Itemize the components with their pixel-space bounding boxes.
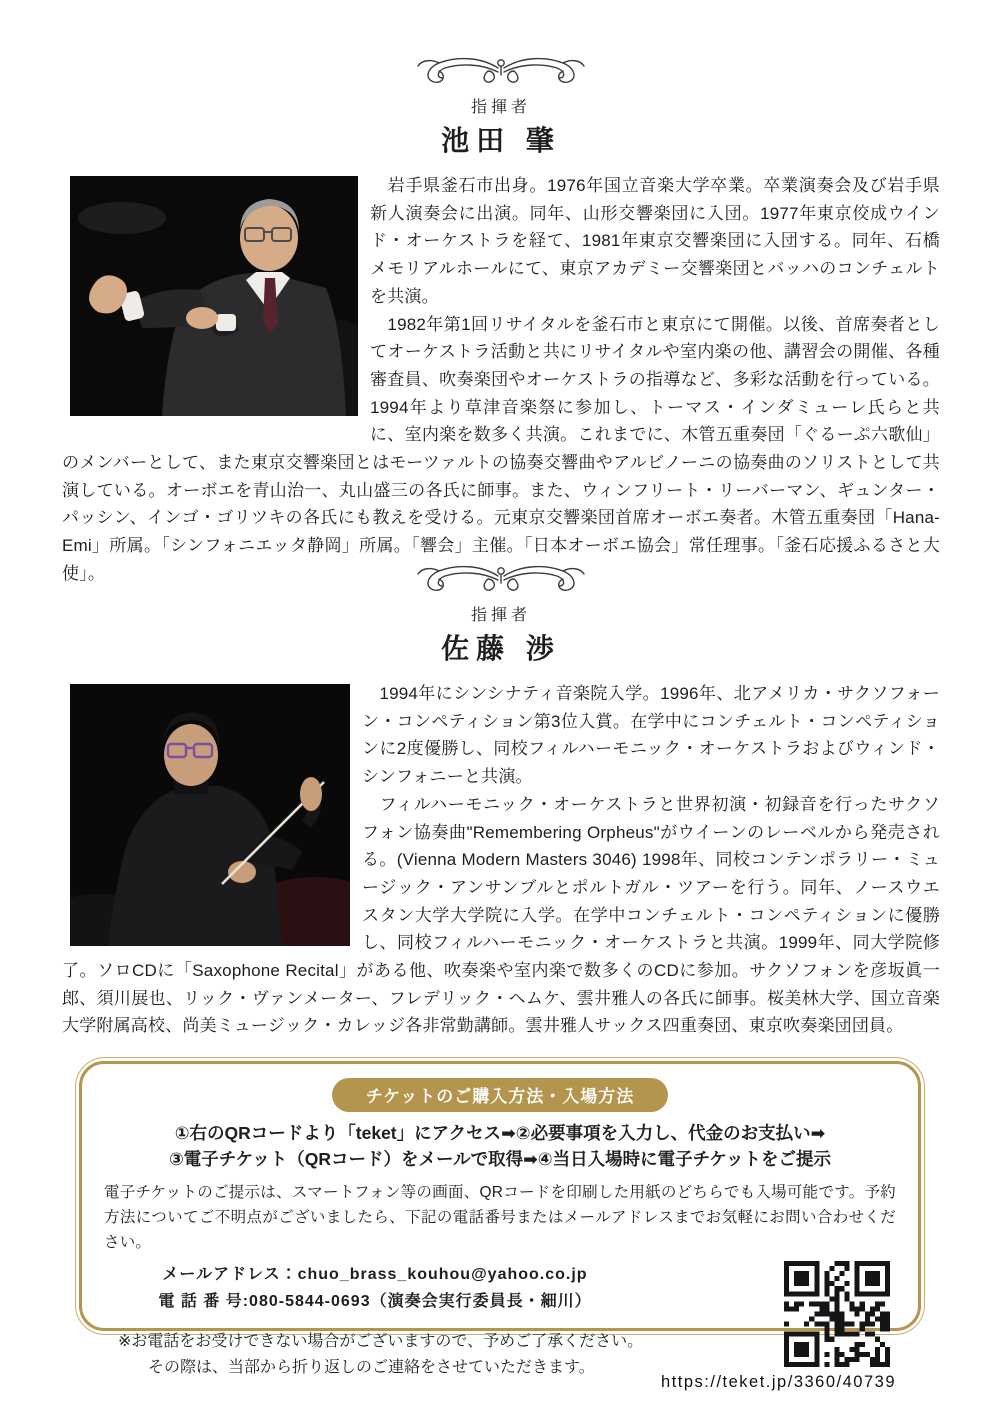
bio-sato-paragraph-1: 1994年にシンシナティ音楽院入学。1996年、北アメリカ・サクソフォーン・コンペティション第3位入賞。在学中にコンチェルト・コンペティションに2度優勝し、同校フィルハーモニック・オーケストラおよびウィンド・シンフォニーと共演。 bbox=[362, 684, 940, 787]
purchase-steps bbox=[102, 1120, 898, 1173]
conductor-section-sato bbox=[62, 560, 940, 1040]
contact-row bbox=[102, 1259, 898, 1392]
ticket-box-title: チケットのご購入方法・入場方法 bbox=[332, 1078, 668, 1112]
phone-line: 電 話 番 号:080-5844-0693（演奏会実行委員長・細川） bbox=[158, 1293, 592, 1311]
conductor-photo-ikeda bbox=[70, 176, 358, 416]
conductor-name-ikeda: 池田 肇 bbox=[441, 125, 561, 156]
conductor-name-sato: 佐藤 渉 bbox=[441, 633, 561, 664]
contact-column bbox=[102, 1259, 648, 1392]
contact-block bbox=[102, 1261, 648, 1315]
ticket-url: https://teket.jp/3360/40739 bbox=[661, 1372, 896, 1391]
purchase-step-line-2: ③電子チケット（QRコード）をメールで取得➡④当日入場時に電子チケットをご提示 bbox=[168, 1149, 832, 1170]
conductor-role-label: 指揮者 bbox=[470, 99, 531, 116]
ticket-info-box-inner bbox=[79, 1061, 921, 1391]
phone-caution bbox=[102, 1329, 648, 1380]
conductor-section-ikeda bbox=[62, 52, 940, 588]
qr-code-icon bbox=[784, 1261, 890, 1367]
purchase-step-line-1: ①右のQRコードより「teket」にアクセス➡②必要事項を入力し、代金のお支払い➡ bbox=[174, 1123, 826, 1143]
bio-ikeda-paragraph-2: 1982年第1回リサイタルを釜石市と東京にて開催。以後、首席奏者としてオーケストラ活動と共にリサイタルや室内楽の他、講習会の開催、各種審査員、吹奏楽団やオーケストラの指導など、多彩な活動を行っている。1994年より草津音楽祭に参加し、トーマス・インダミューレ氏らと共に、室内楽を数多く共演。これまでに、木管五重奏団「ぐるーぷ六歌仙」のメンバーとして、また東京交響楽団とはモーツァルトの協奏交響曲やアルビノーニの協奏曲のソリストとして共演している。オーボエを青山治一、丸山盛三の各氏に師事。また、ウィンフリート・リーバーマン、ギュンター・パッシン、インゴ・ゴリツキの各氏にも教えを受ける。元東京交響楽団首席オーボエ奏者。木管五重奏団「Hana-Emi」所属。「シンフォニエッタ静岡」所属。「響会」主催。「日本オーボエ協会」常任理事。「釜石応援ふるさと大使」。 bbox=[62, 314, 940, 583]
ticket-info-box bbox=[75, 1057, 925, 1391]
bio-ikeda-paragraph-1: 岩手県釜石市出身。1976年国立音楽大学卒業。卒業演奏会及び岩手県新人演奏会に出演。同年、山形交響楽団に入団。1977年東京佼成ウインド・オーケストラを経て、1981年東京交響楽団に入団する。同年、石橋メモリアルホールにて、東京アカデミー交響楽団とバッハのコンチェルトを共演。 bbox=[370, 176, 940, 306]
bio-sato-paragraph-2: フィルハーモニック・オーケストラと世界初演・初録音を行ったサクソフォン協奏曲"Remembering Orpheus"がウイーンのレーベルから発売される。(Vienna Modern Masters 3046) 1998年、同校コンテンポラリー・ミュージック・アンサンブルとポルトガル・ツアーを行う。同年、ノースウエスタン大学大学院に入学。在学中コンチェルト・コンペティションに優勝し、同校フィルハーモニック・オーケストラと共演。1999年、同大学院修了。ソロCDに「Saxophone Recital」がある他、吹奏楽や室内楽で数多くのCDに参加。サクソフォンを彦坂眞一郎、須川展也、リック・ヴァンメーター、フレデリック・ヘムケ、雲井雅人の各氏に師事。桜美林大学、国立音楽大学附属高校、尚美ミュージック・カレッジ各非常勤講師。雲井雅人サックス四重奏団、東京吹奏楽団団員。 bbox=[62, 794, 940, 1036]
flourish-divider-icon bbox=[413, 560, 589, 598]
phone-caution-line-1: ※お電話をお受けできない場合がございますので、予めご了承ください。 bbox=[118, 1333, 644, 1351]
conductor-photo-sato bbox=[70, 684, 350, 946]
bio-sato bbox=[62, 680, 940, 1040]
phone-caution-line-2: その際は、当部から折り返しのご連絡をさせていただきます。 bbox=[148, 1358, 595, 1376]
flourish-divider-icon bbox=[413, 52, 589, 90]
ticket-note: 電子チケットのご提示は、スマートフォン等の画面、QRコードを印刷した用紙のどちらでも入場可能です。予約方法についてご不明点がございましたら、下記の電話番号またはメールアドレスまでお気軽にお問い合わせください。 bbox=[104, 1183, 896, 1251]
conductor-role-label: 指揮者 bbox=[470, 607, 531, 624]
email-line: メールアドレス：chuo_brass_kouhou@yahoo.co.jp bbox=[162, 1265, 588, 1283]
qr-column bbox=[648, 1259, 898, 1392]
bio-ikeda bbox=[62, 172, 940, 588]
